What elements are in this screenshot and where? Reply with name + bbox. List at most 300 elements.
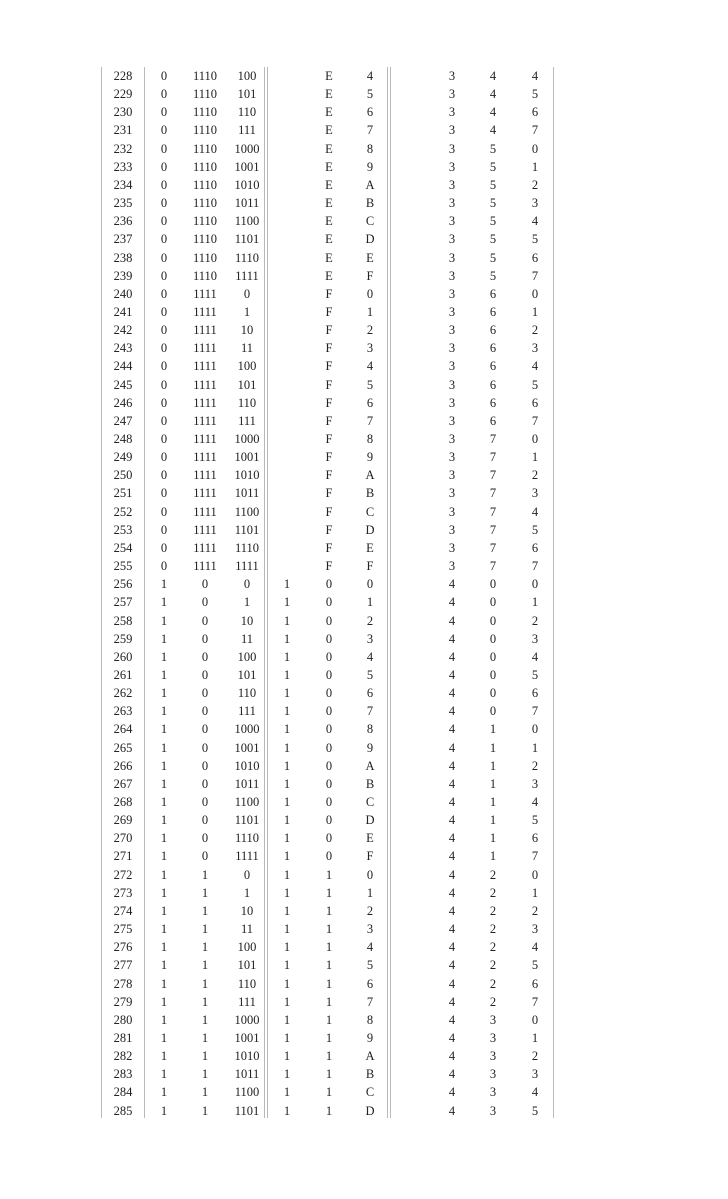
decimal-cell: 273 bbox=[113, 885, 133, 900]
octal-cell-mid: 4 bbox=[489, 123, 497, 138]
octal-cell-high: 3 bbox=[448, 323, 456, 338]
octal-cell-low: 6 bbox=[531, 395, 539, 410]
decimal-cell: 236 bbox=[113, 214, 133, 229]
hex-cell-mid: 0 bbox=[325, 758, 333, 773]
hex-cell-low: 9 bbox=[366, 1030, 374, 1045]
octal-cell-mid: 1 bbox=[489, 813, 497, 828]
octal-cell-low: 4 bbox=[531, 504, 539, 519]
octal-cell-high: 4 bbox=[448, 722, 456, 737]
decimal-cell: 282 bbox=[113, 1049, 133, 1064]
hex-cell-low: 4 bbox=[366, 359, 374, 374]
binary-cell-high: 0 bbox=[160, 468, 168, 483]
binary-cell-mid: 1 bbox=[201, 867, 209, 882]
decimal-cell: 255 bbox=[113, 559, 133, 574]
hex-cell-mid: E bbox=[325, 268, 333, 283]
decimal-cell: 254 bbox=[113, 540, 133, 555]
decimal-cell: 240 bbox=[113, 286, 133, 301]
octal-cell-high: 4 bbox=[448, 903, 456, 918]
binary-cell-high: 0 bbox=[160, 123, 168, 138]
octal-cell-low: 0 bbox=[531, 432, 539, 446]
binary-cell-high: 1 bbox=[160, 631, 168, 646]
binary-cell-low: 1011 bbox=[234, 1067, 260, 1082]
binary-cell-low: 1101 bbox=[234, 522, 260, 537]
binary-cell-mid: 1111 bbox=[193, 304, 217, 319]
octal-cell-mid: 3 bbox=[489, 1030, 497, 1045]
hex-cell-mid: F bbox=[325, 395, 333, 410]
binary-cell-low: 110 bbox=[237, 686, 257, 701]
octal-cell-high: 3 bbox=[448, 377, 456, 392]
hex-cell-high: 1 bbox=[283, 903, 291, 918]
binary-cell-low: 1101 bbox=[234, 813, 260, 828]
decimal-cell: 264 bbox=[113, 722, 133, 737]
binary-cell-low: 1100 bbox=[234, 1085, 260, 1100]
binary-cell-high: 1 bbox=[160, 849, 168, 864]
octal-cell-mid: 7 bbox=[489, 559, 497, 574]
table-row bbox=[0, 1029, 728, 1047]
hex-cell-low: 5 bbox=[366, 958, 374, 973]
binary-cell-mid: 1110 bbox=[192, 123, 218, 138]
binary-cell-mid: 1110 bbox=[192, 141, 218, 156]
octal-cell-high: 4 bbox=[448, 1103, 456, 1118]
hex-cell-low: 6 bbox=[366, 105, 374, 120]
binary-cell-mid: 1111 bbox=[193, 413, 217, 428]
binary-cell-mid: 1111 bbox=[193, 323, 217, 338]
decimal-cell: 241 bbox=[113, 304, 133, 319]
hex-cell-high: 1 bbox=[283, 976, 291, 991]
hex-cell-low: 9 bbox=[366, 159, 374, 174]
octal-cell-mid: 2 bbox=[489, 994, 497, 1009]
binary-cell-high: 1 bbox=[160, 994, 168, 1009]
binary-cell-mid: 1111 bbox=[193, 377, 217, 392]
decimal-cell: 267 bbox=[113, 776, 133, 791]
hex-cell-low: 6 bbox=[366, 976, 374, 991]
hex-cell-low: D bbox=[365, 232, 375, 247]
binary-cell-mid: 1 bbox=[201, 1030, 209, 1045]
octal-cell-low: 2 bbox=[531, 468, 539, 483]
binary-cell-low: 100 bbox=[237, 940, 257, 955]
hex-cell-low: 9 bbox=[366, 450, 374, 465]
table-row bbox=[0, 920, 728, 938]
binary-cell-low: 101 bbox=[237, 958, 257, 973]
binary-cell-high: 0 bbox=[160, 522, 168, 537]
octal-cell-mid: 6 bbox=[489, 377, 497, 392]
octal-cell-mid: 1 bbox=[489, 740, 497, 755]
hex-cell-high: 1 bbox=[283, 667, 291, 682]
octal-cell-mid: 0 bbox=[489, 613, 497, 628]
hex-cell-low: 8 bbox=[366, 141, 374, 156]
table-row bbox=[0, 793, 728, 811]
hex-cell-mid: 1 bbox=[325, 940, 333, 955]
table-row bbox=[0, 720, 728, 738]
octal-cell-mid: 0 bbox=[489, 667, 497, 682]
octal-cell-low: 6 bbox=[531, 540, 539, 555]
table-row bbox=[0, 103, 728, 121]
hex-cell-low: 1 bbox=[366, 885, 374, 900]
binary-cell-high: 1 bbox=[160, 922, 168, 937]
table-row bbox=[0, 521, 728, 539]
binary-cell-high: 1 bbox=[160, 686, 168, 701]
hex-cell-mid: 1 bbox=[325, 903, 333, 918]
binary-cell-low: 11 bbox=[240, 631, 254, 646]
decimal-cell: 244 bbox=[113, 359, 133, 374]
table-row bbox=[0, 648, 728, 666]
binary-cell-high: 0 bbox=[160, 105, 168, 120]
octal-cell-mid: 6 bbox=[489, 286, 497, 301]
table-row bbox=[0, 321, 728, 339]
decimal-cell: 248 bbox=[113, 432, 133, 446]
octal-cell-low: 7 bbox=[531, 123, 539, 138]
binary-cell-low: 0 bbox=[243, 867, 251, 882]
hex-cell-mid: 0 bbox=[325, 813, 333, 828]
hex-cell-mid: F bbox=[325, 413, 333, 428]
binary-cell-mid: 0 bbox=[201, 595, 209, 610]
binary-cell-low: 10 bbox=[240, 613, 254, 628]
octal-cell-high: 4 bbox=[448, 686, 456, 701]
table-row bbox=[0, 1011, 728, 1029]
hex-cell-low: E bbox=[366, 250, 374, 265]
table-row bbox=[0, 775, 728, 793]
hex-cell-low: 3 bbox=[366, 341, 374, 356]
octal-cell-high: 3 bbox=[448, 196, 456, 211]
binary-cell-low: 100 bbox=[237, 649, 257, 664]
hex-cell-low: 2 bbox=[366, 903, 374, 918]
binary-cell-mid: 0 bbox=[201, 704, 209, 719]
octal-cell-mid: 6 bbox=[489, 341, 497, 356]
hex-cell-high: 1 bbox=[283, 885, 291, 900]
binary-cell-high: 0 bbox=[160, 341, 168, 356]
octal-cell-mid: 6 bbox=[489, 413, 497, 428]
octal-cell-low: 4 bbox=[531, 359, 539, 374]
decimal-cell: 237 bbox=[113, 232, 133, 247]
binary-cell-low: 101 bbox=[237, 667, 257, 682]
binary-cell-mid: 1111 bbox=[193, 450, 217, 465]
octal-cell-low: 5 bbox=[531, 377, 539, 392]
binary-cell-mid: 1 bbox=[201, 1085, 209, 1100]
octal-cell-mid: 7 bbox=[489, 522, 497, 537]
octal-cell-low: 4 bbox=[531, 1085, 539, 1100]
binary-cell-mid: 1 bbox=[201, 994, 209, 1009]
hex-cell-low: 8 bbox=[366, 1012, 374, 1027]
binary-cell-low: 1011 bbox=[234, 486, 260, 501]
decimal-cell: 272 bbox=[113, 867, 133, 882]
hex-cell-mid: 1 bbox=[325, 994, 333, 1009]
octal-cell-high: 4 bbox=[448, 595, 456, 610]
octal-cell-mid: 5 bbox=[489, 196, 497, 211]
decimal-cell: 278 bbox=[113, 976, 133, 991]
binary-cell-low: 1 bbox=[243, 885, 251, 900]
binary-cell-low: 1100 bbox=[234, 504, 260, 519]
decimal-cell: 280 bbox=[113, 1012, 133, 1027]
binary-cell-high: 0 bbox=[160, 504, 168, 519]
octal-cell-high: 3 bbox=[448, 559, 456, 574]
octal-cell-low: 1 bbox=[531, 450, 539, 465]
table-row bbox=[0, 430, 728, 448]
binary-cell-mid: 1111 bbox=[193, 286, 217, 301]
hex-cell-high: 1 bbox=[283, 686, 291, 701]
binary-cell-mid: 1111 bbox=[193, 559, 217, 574]
hex-cell-mid: 1 bbox=[325, 1103, 333, 1118]
table-row bbox=[0, 357, 728, 375]
octal-cell-mid: 6 bbox=[489, 323, 497, 338]
decimal-cell: 269 bbox=[113, 813, 133, 828]
binary-cell-high: 0 bbox=[160, 214, 168, 229]
table-row bbox=[0, 158, 728, 176]
table-row bbox=[0, 811, 728, 829]
binary-cell-low: 1000 bbox=[234, 432, 260, 446]
octal-cell-low: 2 bbox=[531, 758, 539, 773]
binary-cell-mid: 1 bbox=[201, 940, 209, 955]
table-row bbox=[0, 176, 728, 194]
binary-cell-low: 1111 bbox=[235, 849, 259, 864]
binary-cell-mid: 0 bbox=[201, 849, 209, 864]
octal-cell-high: 4 bbox=[448, 613, 456, 628]
binary-cell-low: 1110 bbox=[234, 250, 260, 265]
hex-cell-mid: E bbox=[325, 141, 333, 156]
octal-cell-high: 3 bbox=[448, 123, 456, 138]
binary-cell-high: 1 bbox=[160, 758, 168, 773]
octal-cell-high: 4 bbox=[448, 795, 456, 809]
hex-cell-mid: 1 bbox=[325, 922, 333, 937]
decimal-cell: 239 bbox=[113, 268, 133, 283]
binary-cell-low: 1010 bbox=[234, 177, 260, 192]
hex-cell-low: D bbox=[365, 522, 375, 537]
table-row bbox=[0, 85, 728, 103]
hex-cell-low: B bbox=[365, 1067, 375, 1082]
decimal-cell: 276 bbox=[113, 940, 133, 955]
octal-cell-high: 3 bbox=[448, 286, 456, 301]
decimal-cell: 247 bbox=[113, 413, 133, 428]
table-row bbox=[0, 612, 728, 630]
binary-cell-high: 0 bbox=[160, 159, 168, 174]
octal-cell-low: 3 bbox=[531, 341, 539, 356]
binary-cell-low: 1110 bbox=[234, 540, 260, 555]
decimal-cell: 253 bbox=[113, 522, 133, 537]
hex-cell-high: 1 bbox=[283, 958, 291, 973]
octal-cell-high: 4 bbox=[448, 922, 456, 937]
binary-cell-low: 1010 bbox=[234, 1049, 260, 1064]
binary-cell-low: 0 bbox=[243, 577, 251, 592]
binary-cell-mid: 1111 bbox=[193, 504, 217, 519]
binary-cell-mid: 0 bbox=[201, 722, 209, 737]
hex-cell-high: 1 bbox=[283, 849, 291, 864]
binary-cell-mid: 1110 bbox=[192, 87, 218, 102]
table-row bbox=[0, 557, 728, 575]
hex-cell-mid: 1 bbox=[325, 867, 333, 882]
binary-cell-low: 1101 bbox=[234, 1103, 260, 1118]
binary-cell-low: 1011 bbox=[234, 776, 260, 791]
octal-cell-high: 4 bbox=[448, 649, 456, 664]
table-row bbox=[0, 194, 728, 212]
decimal-cell: 285 bbox=[113, 1103, 133, 1118]
hex-cell-mid: 1 bbox=[325, 976, 333, 991]
octal-cell-high: 3 bbox=[448, 540, 456, 555]
table-row bbox=[0, 303, 728, 321]
binary-cell-mid: 1110 bbox=[192, 232, 218, 247]
octal-cell-low: 2 bbox=[531, 323, 539, 338]
decimal-cell: 258 bbox=[113, 613, 133, 628]
binary-cell-low: 1110 bbox=[234, 831, 260, 846]
octal-cell-high: 4 bbox=[448, 1030, 456, 1045]
binary-cell-mid: 1111 bbox=[193, 468, 217, 483]
table-row bbox=[0, 412, 728, 430]
binary-cell-high: 1 bbox=[160, 613, 168, 628]
binary-cell-high: 1 bbox=[160, 903, 168, 918]
hex-cell-mid: 0 bbox=[325, 795, 333, 809]
hex-cell-low: 7 bbox=[366, 704, 374, 719]
table-row bbox=[0, 666, 728, 684]
decimal-cell: 274 bbox=[113, 903, 133, 918]
decimal-cell: 266 bbox=[113, 758, 133, 773]
binary-cell-mid: 1111 bbox=[193, 395, 217, 410]
binary-cell-high: 1 bbox=[160, 795, 168, 809]
decimal-cell: 233 bbox=[113, 159, 133, 174]
octal-cell-low: 7 bbox=[531, 413, 539, 428]
octal-cell-low: 1 bbox=[531, 595, 539, 610]
binary-cell-mid: 0 bbox=[201, 667, 209, 682]
table-row bbox=[0, 376, 728, 394]
decimal-cell: 260 bbox=[113, 649, 133, 664]
octal-cell-high: 4 bbox=[448, 704, 456, 719]
binary-cell-low: 1101 bbox=[234, 232, 260, 247]
hex-cell-low: 6 bbox=[366, 686, 374, 701]
binary-cell-high: 0 bbox=[160, 323, 168, 338]
octal-cell-mid: 0 bbox=[489, 686, 497, 701]
hex-cell-high: 1 bbox=[283, 1085, 291, 1100]
hex-cell-high: 1 bbox=[283, 831, 291, 846]
octal-cell-mid: 7 bbox=[489, 504, 497, 519]
octal-cell-high: 3 bbox=[448, 359, 456, 374]
octal-cell-high: 3 bbox=[448, 105, 456, 120]
hex-cell-high: 1 bbox=[283, 1103, 291, 1118]
hex-cell-low: 5 bbox=[366, 87, 374, 102]
binary-cell-low: 1000 bbox=[234, 722, 260, 737]
binary-cell-mid: 1 bbox=[201, 1103, 209, 1118]
binary-cell-mid: 1110 bbox=[192, 177, 218, 192]
table-row bbox=[0, 739, 728, 757]
binary-cell-high: 0 bbox=[160, 413, 168, 428]
hex-cell-mid: F bbox=[325, 432, 333, 446]
hex-cell-mid: 0 bbox=[325, 631, 333, 646]
hex-cell-mid: 0 bbox=[325, 722, 333, 737]
hex-cell-low: F bbox=[366, 559, 374, 574]
table-row bbox=[0, 884, 728, 902]
decimal-cell: 256 bbox=[113, 577, 133, 592]
binary-cell-low: 1011 bbox=[234, 196, 260, 211]
table-row bbox=[0, 630, 728, 648]
decimal-cell: 270 bbox=[113, 831, 133, 846]
octal-cell-high: 4 bbox=[448, 776, 456, 791]
hex-cell-high: 1 bbox=[283, 1049, 291, 1064]
octal-cell-mid: 7 bbox=[489, 468, 497, 483]
binary-cell-low: 110 bbox=[237, 395, 257, 410]
octal-cell-low: 7 bbox=[531, 559, 539, 574]
binary-cell-low: 111 bbox=[238, 994, 256, 1009]
octal-cell-low: 3 bbox=[531, 486, 539, 501]
octal-cell-low: 6 bbox=[531, 976, 539, 991]
octal-cell-high: 4 bbox=[448, 994, 456, 1009]
binary-cell-high: 1 bbox=[160, 667, 168, 682]
binary-cell-high: 1 bbox=[160, 867, 168, 882]
binary-cell-high: 0 bbox=[160, 232, 168, 247]
hex-cell-high: 1 bbox=[283, 649, 291, 664]
octal-cell-mid: 2 bbox=[489, 867, 497, 882]
octal-cell-high: 4 bbox=[448, 813, 456, 828]
hex-cell-low: E bbox=[366, 540, 374, 555]
binary-cell-mid: 1 bbox=[201, 976, 209, 991]
hex-cell-low: 0 bbox=[366, 286, 374, 301]
hex-cell-low: 3 bbox=[366, 922, 374, 937]
decimal-cell: 251 bbox=[113, 486, 133, 501]
binary-cell-low: 1000 bbox=[234, 141, 260, 156]
octal-cell-high: 4 bbox=[448, 1085, 456, 1100]
octal-cell-mid: 0 bbox=[489, 704, 497, 719]
decimal-cell: 243 bbox=[113, 341, 133, 356]
binary-cell-high: 1 bbox=[160, 722, 168, 737]
binary-cell-mid: 0 bbox=[201, 613, 209, 628]
octal-cell-high: 4 bbox=[448, 758, 456, 773]
hex-cell-low: 1 bbox=[366, 304, 374, 319]
binary-cell-mid: 0 bbox=[201, 649, 209, 664]
hex-cell-low: D bbox=[365, 813, 375, 828]
octal-cell-mid: 2 bbox=[489, 885, 497, 900]
binary-cell-high: 1 bbox=[160, 595, 168, 610]
octal-cell-low: 2 bbox=[531, 1049, 539, 1064]
binary-cell-low: 100 bbox=[237, 359, 257, 374]
octal-cell-mid: 4 bbox=[489, 105, 497, 120]
binary-cell-high: 1 bbox=[160, 813, 168, 828]
octal-cell-mid: 5 bbox=[489, 177, 497, 192]
decimal-cell: 283 bbox=[113, 1067, 133, 1082]
octal-cell-low: 4 bbox=[531, 69, 539, 83]
binary-cell-high: 1 bbox=[160, 1067, 168, 1082]
hex-cell-mid: E bbox=[325, 250, 333, 265]
binary-cell-low: 101 bbox=[237, 377, 257, 392]
hex-cell-high: 1 bbox=[283, 613, 291, 628]
decimal-cell: 271 bbox=[113, 849, 133, 864]
octal-cell-high: 4 bbox=[448, 831, 456, 846]
table-row bbox=[0, 285, 728, 303]
binary-cell-high: 0 bbox=[160, 395, 168, 410]
octal-cell-low: 1 bbox=[531, 740, 539, 755]
hex-cell-low: A bbox=[365, 1049, 375, 1064]
octal-cell-high: 4 bbox=[448, 667, 456, 682]
binary-cell-high: 0 bbox=[160, 268, 168, 283]
hex-cell-mid: E bbox=[325, 232, 333, 247]
binary-cell-high: 0 bbox=[160, 177, 168, 192]
hex-cell-low: C bbox=[365, 1085, 375, 1100]
hex-cell-mid: F bbox=[325, 359, 333, 374]
octal-cell-low: 6 bbox=[531, 831, 539, 846]
octal-cell-high: 3 bbox=[448, 413, 456, 428]
binary-cell-high: 0 bbox=[160, 286, 168, 301]
hex-cell-low: A bbox=[365, 468, 375, 483]
binary-cell-low: 1001 bbox=[234, 159, 260, 174]
hex-cell-high: 1 bbox=[283, 1030, 291, 1045]
octal-cell-mid: 0 bbox=[489, 595, 497, 610]
hex-cell-low: 0 bbox=[366, 867, 374, 882]
octal-cell-high: 4 bbox=[448, 940, 456, 955]
decimal-cell: 232 bbox=[113, 141, 133, 156]
decimal-cell: 284 bbox=[113, 1085, 133, 1100]
octal-cell-mid: 5 bbox=[489, 159, 497, 174]
hex-cell-high: 1 bbox=[283, 795, 291, 809]
octal-cell-low: 5 bbox=[531, 667, 539, 682]
hex-cell-low: B bbox=[365, 486, 375, 501]
binary-cell-high: 0 bbox=[160, 540, 168, 555]
octal-cell-high: 4 bbox=[448, 885, 456, 900]
hex-cell-mid: F bbox=[325, 341, 333, 356]
hex-cell-mid: 0 bbox=[325, 704, 333, 719]
